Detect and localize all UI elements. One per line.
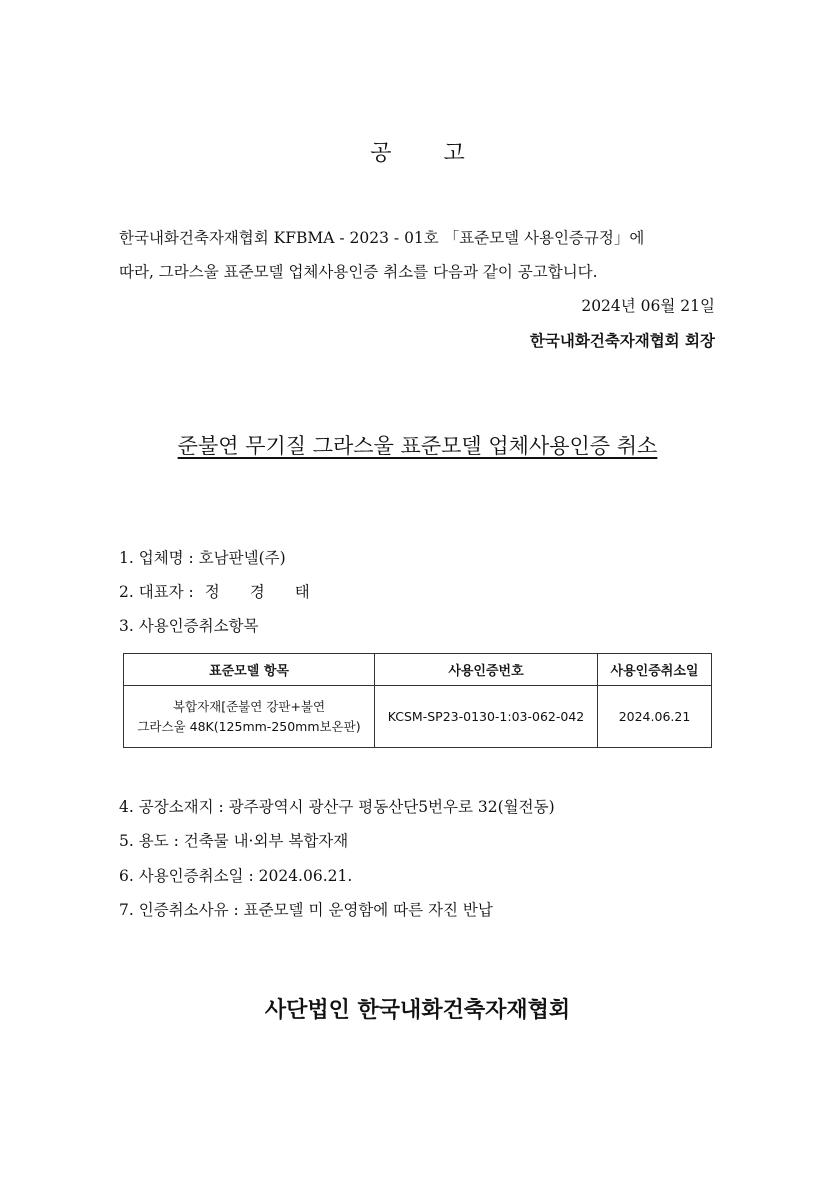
notice-body-line-2: 따라, 그라스울 표준모델 업체사용인증 취소를 다음과 같이 공고합니다.	[119, 263, 598, 281]
table-header-row	[124, 654, 712, 686]
header-item: 표준모델 항목	[124, 654, 375, 686]
header-cert-no: 사용인증번호	[375, 654, 598, 686]
header-cancel-date: 사용인증취소일	[598, 654, 712, 686]
cell-item	[124, 686, 375, 748]
cancellation-table	[123, 653, 712, 748]
notice-date: 2024년 06월 21일	[581, 297, 715, 315]
notice-signer: 한국내화건축자재협회 회장	[529, 331, 715, 350]
cell-cancel-date: 2024.06.21	[598, 686, 712, 748]
item-factory: 4. 공장소재지 : 광주광역시 광산구 평동산단5번우로 32(월전동)	[119, 798, 555, 816]
cell-cert-no: KCSM-SP23-0130-1:03-062-042	[375, 686, 598, 748]
item-cancel-date: 6. 사용인증취소일 : 2024.06.21.	[119, 867, 353, 885]
title-char-right: 고	[443, 141, 465, 166]
rep-label: 2. 대표자 :	[119, 583, 199, 601]
table-row	[124, 686, 712, 748]
rep-name-1: 정	[204, 583, 220, 601]
subtitle-text: 준불연 무기질 그라스울 표준모델 업체사용인증 취소	[177, 434, 658, 458]
item-section-3: 3. 사용인증취소항목	[119, 617, 259, 635]
item-usage: 5. 용도 : 건축물 내·외부 복합자재	[119, 832, 349, 850]
rep-name-2: 경	[249, 583, 265, 601]
rep-name-3: 태	[294, 583, 310, 601]
title-char-left: 공	[370, 141, 392, 166]
item-representative	[119, 580, 310, 602]
subtitle	[0, 430, 835, 460]
notice-body-line-1: 한국내화건축자재협회 KFBMA - 2023 - 01호 「표준모델 사용인증규정」에	[119, 229, 645, 247]
item-reason: 7. 인증취소사유 : 표준모델 미 운영함에 따른 자진 반납	[119, 901, 493, 919]
cell-item-line-2: 그라스울 48K(125mm-250mm보온판)	[137, 718, 361, 734]
cell-item-line-1: 복합자재[준불연 강판+불연	[172, 698, 326, 714]
item-company: 1. 업체명 : 호남판넬(주)	[119, 549, 286, 567]
notice-title	[0, 136, 835, 167]
footer-association: 사단법인 한국내화건축자재협회	[264, 997, 571, 1023]
